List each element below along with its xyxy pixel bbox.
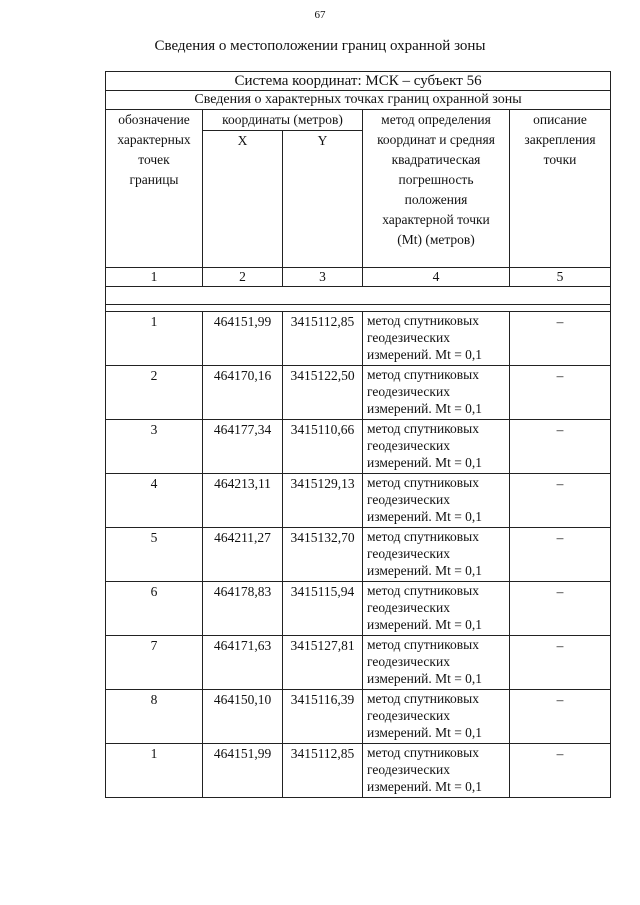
method-line: метод спутниковых	[367, 637, 479, 652]
blank-cell	[106, 287, 611, 305]
point-number-cell: 4	[106, 474, 203, 528]
header-line: точек	[138, 152, 170, 167]
method-line: измерений. Mt = 0,1	[367, 563, 483, 578]
description-cell: –	[510, 744, 611, 798]
separator-row	[106, 305, 611, 312]
designation-column-header	[106, 110, 203, 268]
y-coordinate-cell: 3415122,50	[283, 366, 363, 420]
column-number: 1	[106, 268, 203, 287]
method-cell	[363, 474, 510, 528]
x-coordinate-cell: 464211,27	[203, 528, 283, 582]
point-number-cell: 1	[106, 312, 203, 366]
blank-row	[106, 287, 611, 305]
method-line: метод спутниковых	[367, 313, 479, 328]
method-line: геодезических	[367, 330, 450, 345]
point-number-cell: 1	[106, 744, 203, 798]
separator-cell	[106, 305, 611, 312]
method-line: геодезических	[367, 600, 450, 615]
method-column-header	[363, 110, 510, 268]
description-cell: –	[510, 312, 611, 366]
description-cell: –	[510, 582, 611, 636]
table-row	[106, 690, 611, 744]
column-numbers-row	[106, 268, 611, 287]
column-number: 5	[510, 268, 611, 287]
method-line: метод спутниковых	[367, 421, 479, 436]
description-column-header	[510, 110, 611, 268]
x-column-header: X	[203, 131, 283, 268]
table-row	[106, 582, 611, 636]
x-coordinate-cell: 464213,11	[203, 474, 283, 528]
y-coordinate-cell: 3415116,39	[283, 690, 363, 744]
points-info-row	[106, 91, 611, 110]
coordinates-column-header: координаты (метров)	[203, 110, 363, 131]
method-line: метод спутниковых	[367, 691, 479, 706]
column-header-row-1	[106, 110, 611, 131]
method-cell	[363, 312, 510, 366]
header-line: обозначение	[118, 112, 190, 127]
x-coordinate-cell: 464178,83	[203, 582, 283, 636]
method-line: геодезических	[367, 438, 450, 453]
method-cell	[363, 582, 510, 636]
y-column-header: Y	[283, 131, 363, 268]
header-line: (Mt) (метров)	[397, 232, 475, 247]
y-coordinate-cell: 3415112,85	[283, 312, 363, 366]
method-line: измерений. Mt = 0,1	[367, 455, 483, 470]
header-line: закрепления	[524, 132, 596, 147]
x-coordinate-cell: 464171,63	[203, 636, 283, 690]
description-cell: –	[510, 474, 611, 528]
header-line: описание	[533, 112, 587, 127]
y-coordinate-cell: 3415115,94	[283, 582, 363, 636]
method-line: геодезических	[367, 654, 450, 669]
table-row	[106, 474, 611, 528]
table-row	[106, 312, 611, 366]
coordinate-system-row	[106, 72, 611, 91]
column-number: 3	[283, 268, 363, 287]
x-coordinate-cell: 464170,16	[203, 366, 283, 420]
header-line: характерной точки	[382, 212, 490, 227]
method-line: измерений. Mt = 0,1	[367, 779, 483, 794]
header-line: координат и средняя	[377, 132, 495, 147]
y-coordinate-cell: 3415127,81	[283, 636, 363, 690]
header-line: характерных	[117, 132, 191, 147]
method-cell	[363, 744, 510, 798]
method-line: измерений. Mt = 0,1	[367, 401, 483, 416]
method-line: измерений. Mt = 0,1	[367, 671, 483, 686]
column-number: 2	[203, 268, 283, 287]
point-number-cell: 6	[106, 582, 203, 636]
header-line: точки	[543, 152, 577, 167]
method-cell	[363, 420, 510, 474]
method-line: геодезических	[367, 546, 450, 561]
table-row	[106, 744, 611, 798]
x-coordinate-cell: 464151,99	[203, 312, 283, 366]
y-coordinate-cell: 3415132,70	[283, 528, 363, 582]
point-number-cell: 5	[106, 528, 203, 582]
method-line: метод спутниковых	[367, 529, 479, 544]
method-line: измерений. Mt = 0,1	[367, 725, 483, 740]
point-number-cell: 3	[106, 420, 203, 474]
description-cell: –	[510, 636, 611, 690]
x-coordinate-cell: 464177,34	[203, 420, 283, 474]
point-number-cell: 7	[106, 636, 203, 690]
description-cell: –	[510, 690, 611, 744]
table-row	[106, 366, 611, 420]
method-line: измерений. Mt = 0,1	[367, 347, 483, 362]
method-cell	[363, 528, 510, 582]
description-cell: –	[510, 366, 611, 420]
coordinate-system-header: Система координат: МСК – субъект 56	[106, 72, 611, 91]
method-line: измерений. Mt = 0,1	[367, 509, 483, 524]
method-line: метод спутниковых	[367, 745, 479, 760]
method-line: измерений. Mt = 0,1	[367, 617, 483, 632]
header-line: погрешность	[398, 172, 474, 187]
point-number-cell: 8	[106, 690, 203, 744]
points-info-header: Сведения о характерных точках границ охранной зоны	[106, 91, 611, 110]
method-cell	[363, 690, 510, 744]
method-line: геодезических	[367, 762, 450, 777]
method-line: геодезических	[367, 492, 450, 507]
description-cell: –	[510, 420, 611, 474]
page-number: 67	[314, 9, 326, 21]
point-number-cell: 2	[106, 366, 203, 420]
header-line: метод определения	[381, 112, 491, 127]
y-coordinate-cell: 3415110,66	[283, 420, 363, 474]
method-line: метод спутниковых	[367, 475, 479, 490]
method-cell	[363, 366, 510, 420]
x-coordinate-cell: 464150,10	[203, 690, 283, 744]
description-cell: –	[510, 528, 611, 582]
method-line: метод спутниковых	[367, 583, 479, 598]
boundary-points-table	[105, 71, 611, 798]
table-row	[106, 420, 611, 474]
header-line: квадратическая	[391, 152, 481, 167]
table-row	[106, 528, 611, 582]
table-row	[106, 636, 611, 690]
y-coordinate-cell: 3415112,85	[283, 744, 363, 798]
header-line: границы	[129, 172, 179, 187]
document-title: Сведения о местоположении границ охранной зоны	[154, 38, 486, 54]
method-line: геодезических	[367, 384, 450, 399]
method-line: геодезических	[367, 708, 450, 723]
x-coordinate-cell: 464151,99	[203, 744, 283, 798]
method-line: метод спутниковых	[367, 367, 479, 382]
header-line: положения	[404, 192, 468, 207]
y-coordinate-cell: 3415129,13	[283, 474, 363, 528]
method-cell	[363, 636, 510, 690]
column-number: 4	[363, 268, 510, 287]
